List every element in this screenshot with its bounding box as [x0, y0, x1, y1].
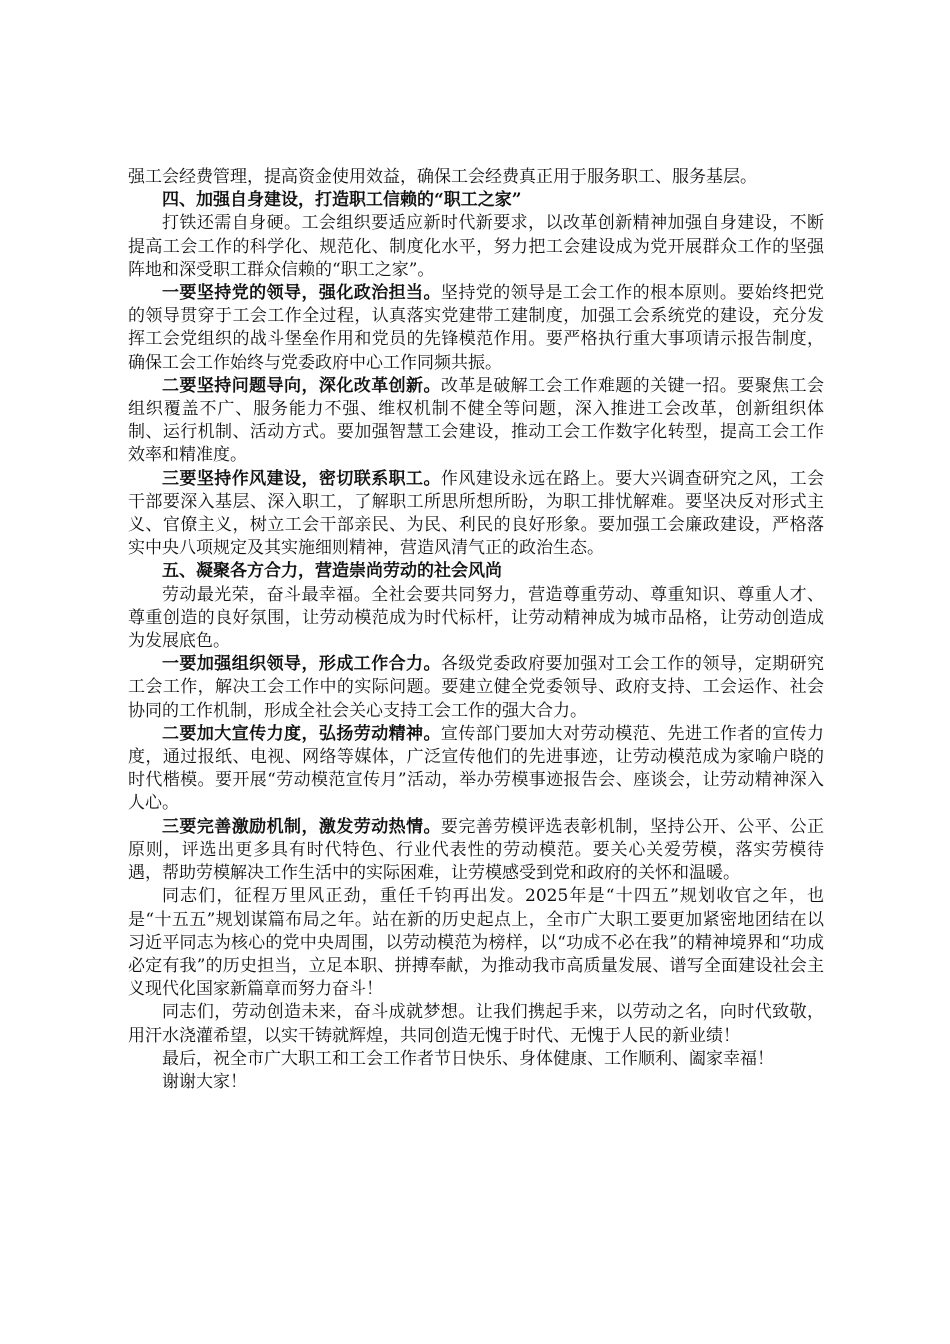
point-lead: 一要加强组织领导，形成工作合力。 [162, 654, 441, 675]
point-text: 要完善劳模评选表彰机制，坚持公开、公平、公正原则，评选出更多具有时代特色、行业代表性的劳动模范。要关心关爱劳模，落实劳模待遇，帮助劳模解决工作生活中的实际困难，让劳模感受到党和政府的关怀和温暖。 [128, 816, 825, 884]
document-body [128, 166, 824, 1094]
point-lead: 三要坚持作风建设，密切联系职工。 [162, 468, 441, 489]
paragraph-intro-4: 打铁还需自身硬。工会组织要适应新时代新要求，以改革创新精神加强自身建设，不断提高工会工作的科学化、规范化、制度化水平，努力把工会建设成为党开展群众工作的坚强阵地和深受职工群众信赖的“职工之家”。 [128, 213, 824, 280]
paragraph-continuation: 强工会经费管理，提高资金使用效益，确保工会经费真正用于服务职工、服务基层。 [128, 167, 757, 187]
paragraph-intro-5: 劳动最光荣，奋斗最幸福。全社会要共同努力，营造尊重劳动、尊重知识、尊重人才、尊重创造的良好氛围，让劳动模范成为时代标杆，让劳动精神成为城市品格，让劳动创造成为发展底色。 [128, 584, 824, 652]
point-text: 各级党委政府要加强对工会工作的领导，定期研究工会工作，解决工会工作中的实际问题。要建立健全党委领导、政府支持、工会运作、社会协同的工作机制，形成全社会关心支持工会工作的强大合力。 [128, 654, 825, 721]
paragraph-point-5-2 [128, 723, 824, 816]
paragraph-thanks: 谢谢大家！ [162, 1071, 247, 1092]
point-text: 作风建设永远在路上。要大兴调查研究之风，工会干部要深入基层、深入职工，了解职工所思所想所盼，为职工排忧解难。要坚决反对形式主义、官僚主义，树立工会干部亲民、为民、利民的良好形象。要加强工会廉政建设，严格落实中央八项规定及其实施细则精神，营造风清气正的政治生态。 [128, 468, 825, 559]
paragraph-point-4-1 [128, 282, 824, 375]
paragraph-point-5-1 [128, 653, 824, 723]
point-text: 改革是破解工会工作难题的关键一招。要聚焦工会组织覆盖不广、服务能力不强、维权机制不健全等问题，深入推进工会改革，创新组织体制、运行机制、活动方式。要加强智慧工会建设，推动工会工作数字化转型，提高工会工作效率和精准度。 [128, 375, 825, 466]
paragraph-closing-1: 同志们，征程万里风正劲，重任千钧再出发。2025年是“十四五”规划收官之年，也是“十五五”规划谋篇布局之年。站在新的历史起点上，全市广大职工要更加紧密地团结在以习近平同志为核心的党中央周围，以劳动模范为榜样，以“功成不必在我”的精神境界和“功成必定有我”的历史担当，立足本职、拼搏奉献，为推动我市高质量发展、谱写全面建设社会主义现代化国家新篇章而努力奋斗！ [128, 886, 824, 1000]
point-text: 宣传部门要加大对劳动模范、先进工作者的宣传力度，通过报纸、电视、网络等媒体，广泛宣传他们的先进事迹，让劳动模范成为家喻户晓的时代楷模。要开展“劳动模范宣传月”活动，举办劳模事迹报告会、座谈会，让劳动精神深入人心。 [128, 723, 825, 814]
point-lead: 二要坚持问题导向，深化改革创新。 [162, 375, 441, 396]
paragraph-closing-3: 最后，祝全市广大职工和工会工作者节日快乐、身体健康、工作顺利、阖家幸福！ [162, 1048, 774, 1069]
section-heading-5: 五、凝聚各方合力，营造崇尚劳动的社会风尚 [162, 561, 502, 582]
paragraph-closing-2: 同志们，劳动创造未来，奋斗成就梦想。让我们携起手来，以劳动之名，向时代致敬，用汗水浇灌希望，以实干铸就辉煌，共同创造无愧于时代、无愧于人民的新业绩！ [128, 1002, 824, 1046]
paragraph-point-5-3 [128, 816, 824, 886]
paragraph-point-4-3 [128, 468, 824, 561]
point-lead: 二要加大宣传力度，弘扬劳动精神。 [162, 723, 441, 744]
section-heading-4: 四、加强自身建设，打造职工信赖的“职工之家” [162, 190, 522, 211]
point-lead: 三要完善激励机制，激发劳动热情。 [162, 816, 441, 837]
point-lead: 一要坚持党的领导，强化政治担当。 [162, 283, 441, 304]
point-text: 坚持党的领导是工会工作的根本原则。要始终把党的领导贯穿于工会工作全过程，认真落实党建带工建制度，加强工会系统党的建设，充分发挥工会党组织的战斗堡垒作用和党员的先锋模范作用。要严格执行重大事项请示报告制度，确保工会工作始终与党委政府中心工作同频共振。 [128, 283, 825, 373]
paragraph-point-4-2 [128, 375, 824, 468]
